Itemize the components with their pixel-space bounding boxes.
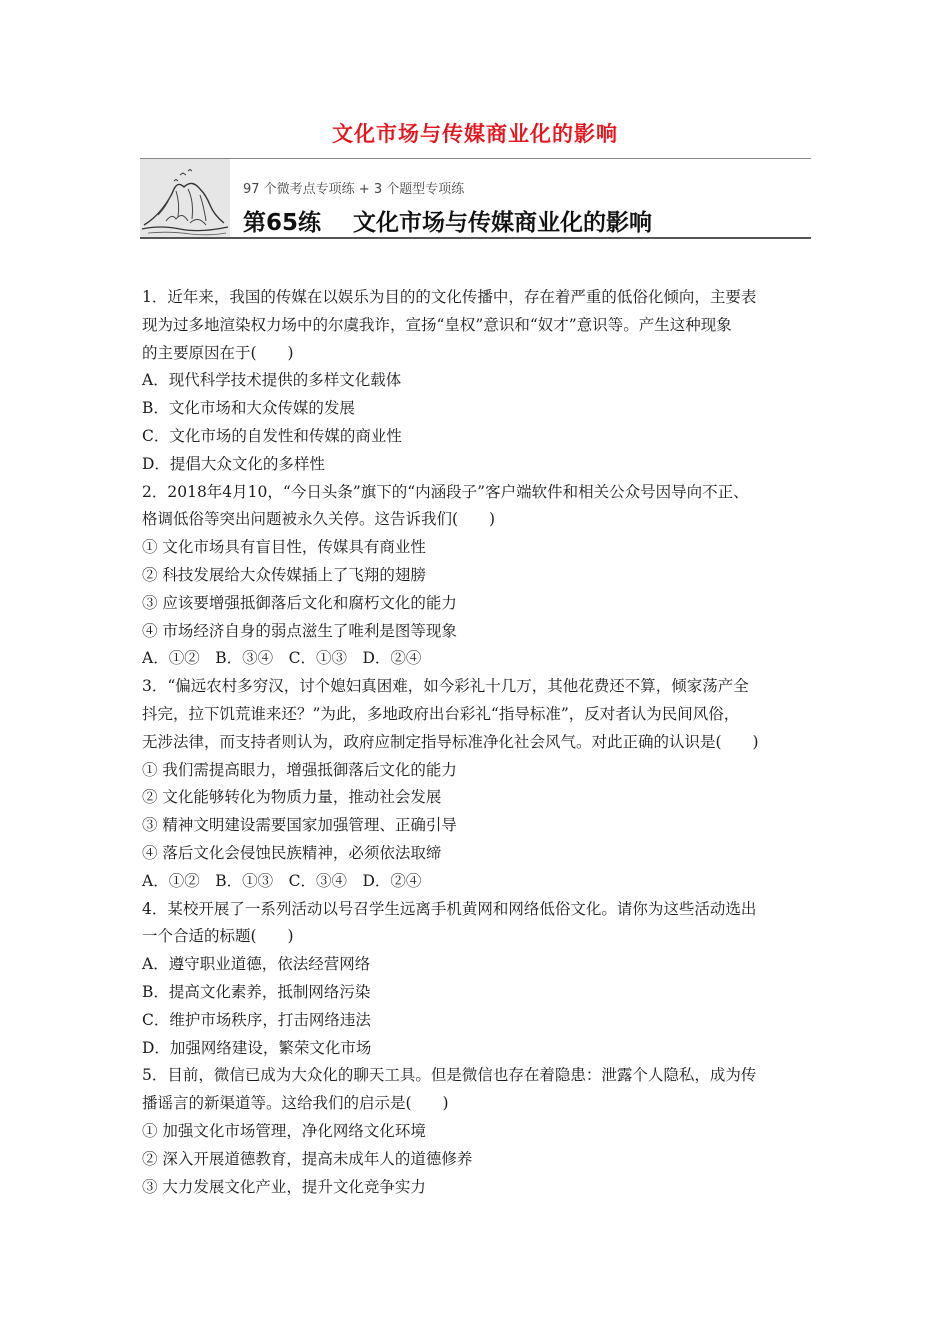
option-line: C．文化市场的自发性和传媒的商业性 xyxy=(142,426,402,445)
statement-line: ③ 精神文明建设需要国家加强管理、正确引导 xyxy=(142,816,457,835)
statement-line: ① 我们需提高眼力，增强抵御落后文化的能力 xyxy=(142,760,457,779)
option-line: D．提倡大众文化的多样性 xyxy=(142,454,325,473)
statement-line: ③ 大力发展文化产业，提升文化竞争实力 xyxy=(142,1177,426,1196)
text-line: 无涉法律，而支持者则认为，政府应制定指导标准净化社会风气。对此正确的认识是( ) xyxy=(142,732,759,751)
option-line: A．①② B．①③ C．③④ D．②④ xyxy=(142,871,422,890)
option-line: C．维护市场秩序，打击网络违法 xyxy=(142,1010,371,1029)
statement-line: ④ 落后文化会侵蚀民族精神，必须依法取缔 xyxy=(142,843,442,862)
lesson-header xyxy=(140,158,811,240)
text-line: 的主要原因在于( ) xyxy=(142,343,294,362)
mountain-logo-icon xyxy=(140,159,230,237)
option-line: D．加强网络建设，繁荣文化市场 xyxy=(142,1038,372,1057)
text-line: 播谣言的新渠道等。这给我们的启示是( ) xyxy=(142,1094,449,1113)
statement-line: ③ 应该要增强抵御落后文化和腐朽文化的能力 xyxy=(142,593,457,612)
text-line: 格调低俗等突出问题被永久关停。这告诉我们( ) xyxy=(142,510,496,529)
text-line: 现为过多地渲染权力场中的尔虞我诈，宣扬“皇权”意识和“奴才”意识等。产生这种现象 xyxy=(142,315,732,334)
statement-line: ② 科技发展给大众传媒插上了飞翔的翅膀 xyxy=(142,565,426,584)
header-top-rule xyxy=(140,158,811,159)
option-line: A．遵守职业道德，依法经营网络 xyxy=(142,955,371,974)
series-subtitle: 97 个微考点专项练 + 3 个题型专项练 xyxy=(243,182,465,197)
statement-line: ① 加强文化市场管理，净化网络文化环境 xyxy=(142,1121,426,1140)
header-bottom-rule xyxy=(140,237,811,239)
option-line: A．①② B．③④ C．①③ D．②④ xyxy=(142,649,422,668)
text-line: 4．某校开展了一系列活动以号召学生远离手机黄网和网络低俗文化。请你为这些活动选出 xyxy=(142,899,757,918)
text-line: 1．近年来，我国的传媒在以娱乐为目的的文化传播中，存在着严重的低俗化倾向，主要表 xyxy=(142,288,757,306)
statement-line: ② 文化能够转化为物质力量，推动社会发展 xyxy=(142,788,442,807)
statement-line: ② 深入开展道德教育，提高未成年人的道德修养 xyxy=(142,1149,473,1168)
option-line: B．文化市场和大众传媒的发展 xyxy=(142,399,355,418)
option-line: A．现代科学技术提供的多样文化载体 xyxy=(142,371,402,390)
statement-line: ① 文化市场具有盲目性，传媒具有商业性 xyxy=(142,538,426,557)
question-content xyxy=(142,284,822,1201)
lesson-title: 第65练 文化市场与传媒商业化的影响 xyxy=(243,210,653,236)
statement-line: ④ 市场经济自身的弱点滋生了唯利是图等现象 xyxy=(142,621,457,640)
text-line: 一个合适的标题( ) xyxy=(142,927,294,946)
page-title: 文化市场与传媒商业化的影响 xyxy=(332,122,618,146)
option-line: B．提高文化素养，抵制网络污染 xyxy=(142,982,371,1001)
text-line: 抖完，拉下饥荒谁来还？”为此，多地政府出台彩礼“指导标准”，反对者认为民间风俗， xyxy=(142,704,740,723)
text-line: 3．“偏远农村多穷汉，讨个媳妇真困难，如今彩礼十几万，其他花费还不算，倾家荡产全 xyxy=(142,677,749,696)
text-line: 2．2018年4月10，“今日头条”旗下的“内涵段子”客户端软件和相关公众号因导向不正、 xyxy=(142,482,749,501)
text-line: 5．目前，微信已成为大众化的聊天工具。但是微信也存在着隐患：泄露个人隐私，成为传 xyxy=(142,1066,757,1085)
